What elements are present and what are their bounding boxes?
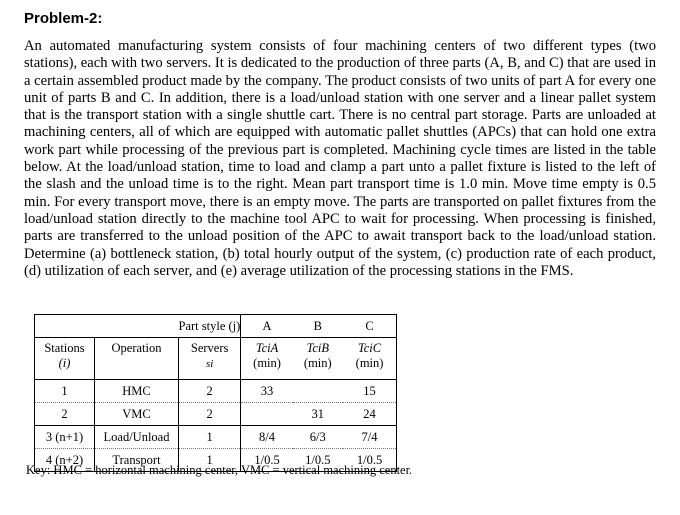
table-row: 1 HMC 2 33 15 bbox=[35, 380, 397, 403]
part-style-label: Part style (j) bbox=[179, 315, 241, 338]
part-col-c: C bbox=[343, 315, 397, 338]
problem-statement: An automated manufacturing system consists of four machining centers of two different types (two stations), each with two servers. It is dedicated to the production of three parts (A, B, and C) that are used in a certain assembled product made by the company. The product consists of two units of part A for every one unit of parts B and C. In addition, there is a load/unload station with one server and a linear pallet system that is the transport station with a single shuttle cart. There is no central part storage. Parts are unloaded at machining centers, all of which are equipped with automatic pallet shuttles (APCs) that can hold one extra work part while processing of the previous part is completed. Machining cycle times are listed in the table below. At the load/unload station, time to load and clamp a part unto a pallet fixture is listed to the left of the slash and the unload time is to the right. Mean part transport time is 1.0 min. Move time empty is 0.5 min. For every transport move, there is an empty move. The parts are transported on pallet fixtures from the load/unload station directly to the machine tool APC to wait for processing. When processing is finished, parts are transferred to the unload position of the APC to await transport back to the load/unload station. Determine (a) bottleneck station, (b) total hourly output of the system, (c) production rate of each product, (d) utilization of each server, and (e) average utilization of the processing stations in the FMS. bbox=[24, 38, 656, 279]
time-header-a: TciA (min) bbox=[241, 338, 293, 380]
part-col-a: A bbox=[241, 315, 293, 338]
machining-times-table bbox=[34, 314, 397, 472]
table-row: 4 (n+2) Transport 1 1/0.5 1/0.5 1/0.5 bbox=[35, 449, 397, 472]
table-row: 3 (n+1) Load/Unload 1 8/4 6/3 7/4 bbox=[35, 426, 397, 449]
operation-header: Operation bbox=[95, 338, 179, 380]
table-key: Key: HMC = horizontal machining center, VMC = vertical machining center. bbox=[26, 463, 413, 477]
time-header-c: TciC (min) bbox=[343, 338, 397, 380]
table-row: 2 VMC 2 31 24 bbox=[35, 403, 397, 426]
stations-header: Stations (i) bbox=[35, 338, 95, 380]
problem-heading: Problem-2: bbox=[24, 10, 103, 27]
time-header-b: TciB (min) bbox=[293, 338, 343, 380]
servers-header: Servers si bbox=[179, 338, 241, 380]
part-col-b: B bbox=[293, 315, 343, 338]
